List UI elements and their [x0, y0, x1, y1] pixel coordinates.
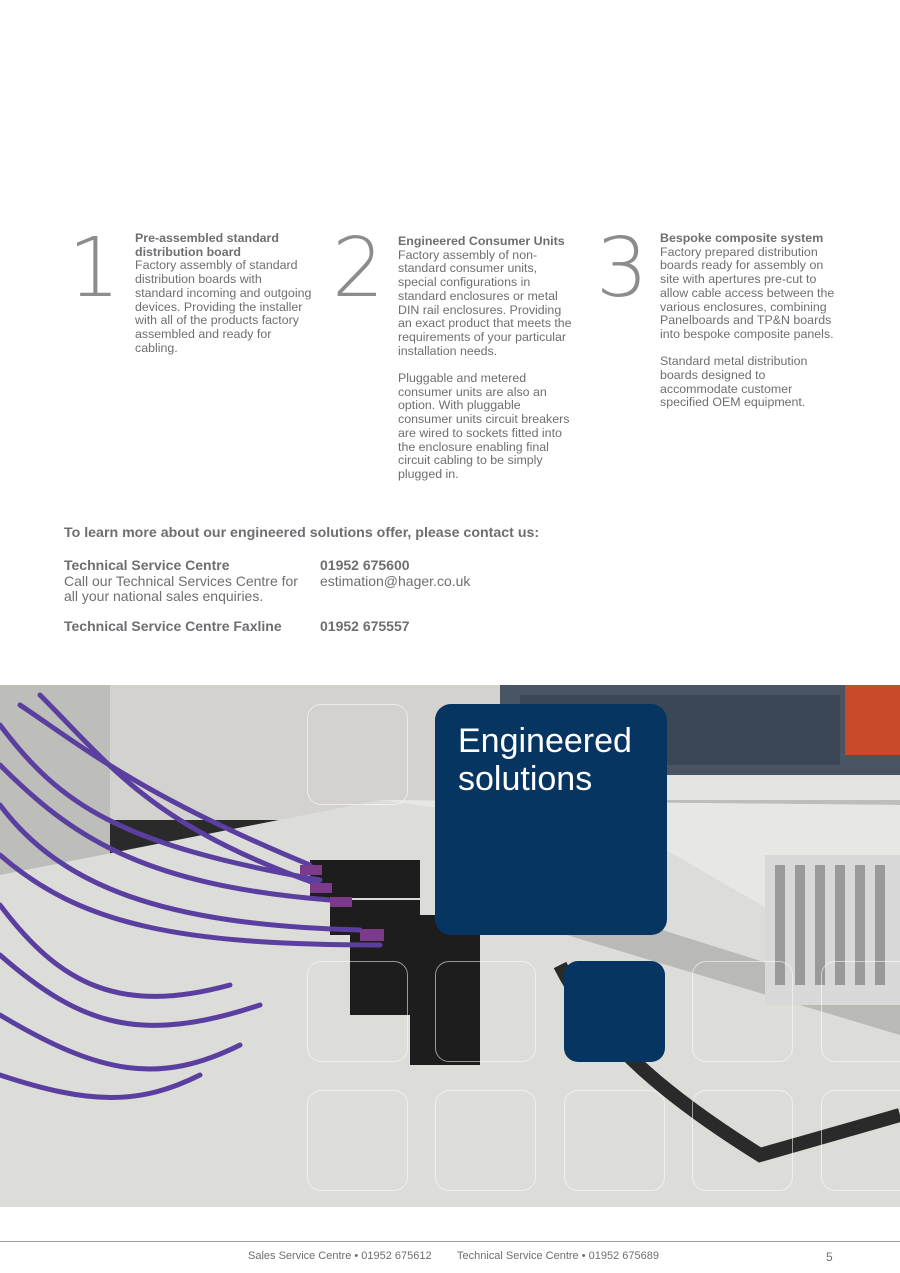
- tsc-label: Technical Service Centre: [64, 557, 230, 573]
- feature-title-3: Bespoke composite system: [660, 231, 824, 245]
- decorative-tile: [821, 1090, 900, 1191]
- feature-paragraph: Factory prepared distribution boards ready for assembly on site with apertures pre-cut to allow cable access between the various enclosures, combining Panelboards and TP&N boards into bespoke composite panels.: [660, 244, 835, 341]
- hero-title-tile: [435, 704, 667, 935]
- feature-text-3: [660, 232, 840, 410]
- feature-paragraph: Factory assembly of non-standard consumer units, special configurations in standard enclosures or metal DIN rail enclosures. Providing an exact product that meets the requirements of your particular installation needs.: [398, 247, 572, 358]
- feature-title-2: Engineered Consumer Units: [398, 234, 565, 248]
- decorative-tile: [692, 1090, 793, 1191]
- tsc-description: Call our Technical Services Centre for all your national sales enquiries.: [64, 572, 298, 604]
- decorative-tile: [692, 961, 793, 1062]
- step-number-2: 2: [332, 221, 385, 316]
- decorative-tile: [564, 1090, 665, 1191]
- feature-text-2: [398, 235, 578, 482]
- hero-photo: [0, 685, 900, 1207]
- page-number: 5: [826, 1250, 833, 1264]
- feature-paragraph: Factory assembly of standard distribution boards with standard incoming and outgoing devices. Providing the installer with all of the products factory assembled and ready for cabling.: [135, 258, 312, 355]
- decorative-tile: [307, 1090, 408, 1191]
- contact-heading: To learn more about our engineered solutions offer, please contact us:: [64, 525, 540, 541]
- decorative-tile: [307, 704, 408, 805]
- navy-accent-tile: [564, 961, 665, 1062]
- step-number-1: 1: [68, 221, 121, 316]
- decorative-tile: [435, 961, 536, 1062]
- footer-technical: Technical Service Centre • 01952 675689: [457, 1250, 659, 1262]
- footer-divider: [0, 1241, 900, 1242]
- tsc-email-link[interactable]: estimation@hager.co.uk: [320, 572, 471, 589]
- fax-number: 01952 675557: [320, 618, 410, 634]
- hero-title: Engineered solutions: [458, 722, 632, 798]
- decorative-tile: [307, 961, 408, 1062]
- feature-title-1: Pre-assembled standard distribution board: [135, 231, 279, 259]
- feature-text-1: [135, 232, 313, 355]
- decorative-tile: [821, 961, 900, 1062]
- tsc-phone[interactable]: 01952 675600: [320, 557, 410, 573]
- feature-paragraph: Standard metal distribution boards designed to accommodate customer specified OEM equipment.: [660, 354, 808, 410]
- step-number-3: 3: [596, 221, 649, 316]
- footer-sales: Sales Service Centre • 01952 675612: [248, 1250, 432, 1262]
- fax-label: Technical Service Centre Faxline: [64, 618, 282, 634]
- contact-section: [64, 525, 844, 634]
- feature-paragraph: Pluggable and metered consumer units are also an option. With pluggable consumer units circuit breakers are wired to sockets fitted into the enclosure enabling final circuit cabling to be simply plugged in.: [398, 371, 570, 481]
- decorative-tile: [435, 1090, 536, 1191]
